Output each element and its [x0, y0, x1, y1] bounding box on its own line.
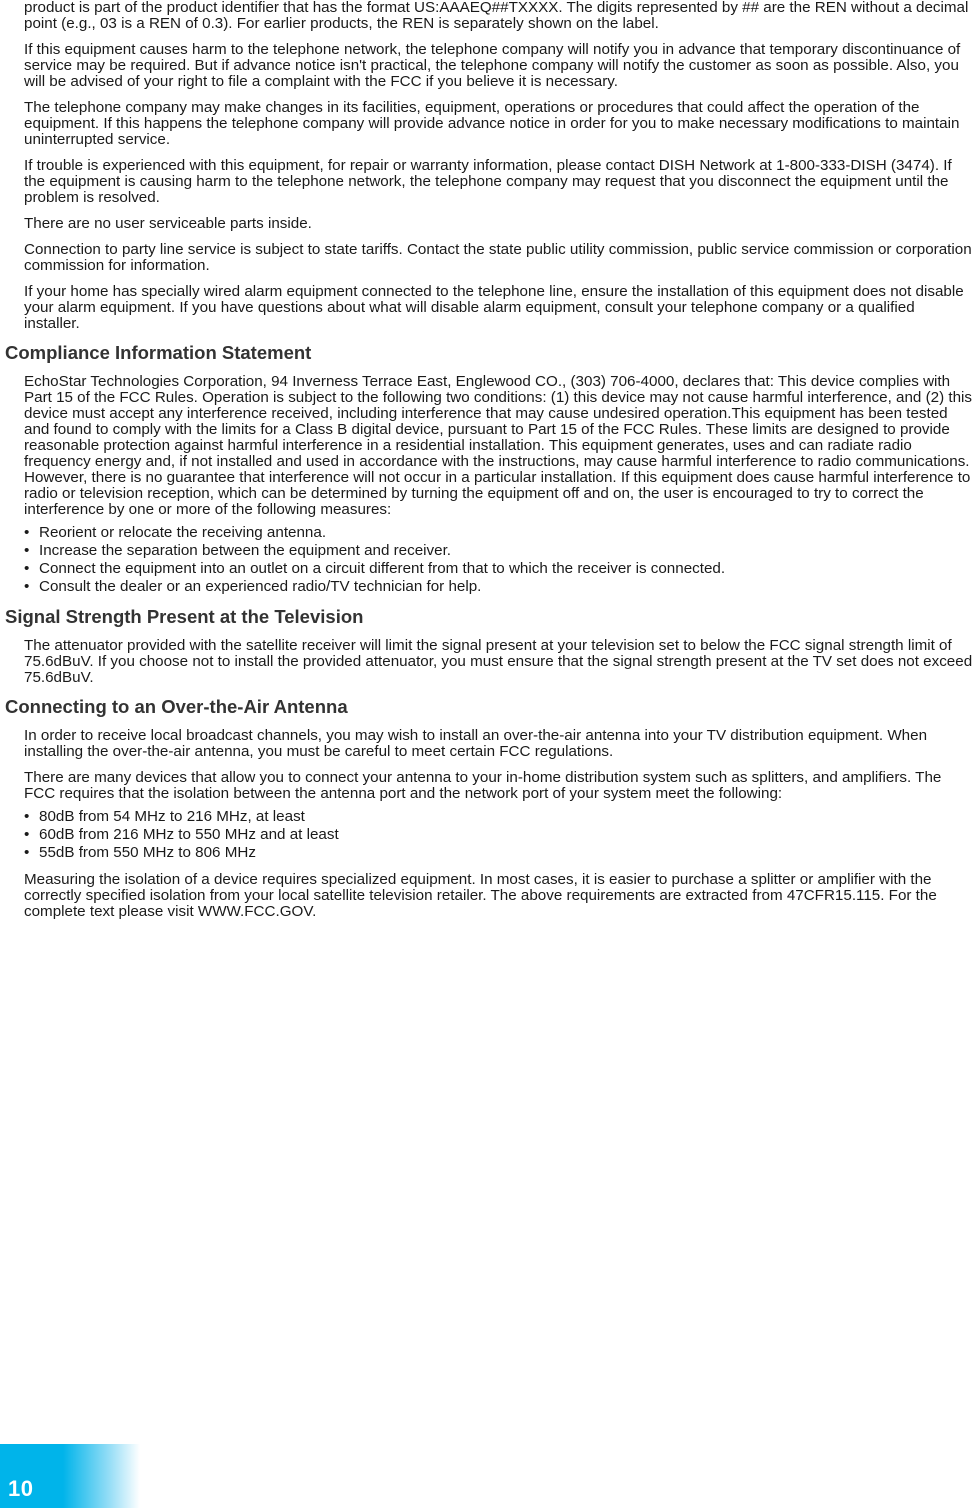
- page-number: 10: [8, 1476, 34, 1501]
- list-item: • 55dB from 550 MHz to 806 MHz: [24, 844, 973, 862]
- paragraph-alarm-equipment: If your home has specially wired alarm equipment connected to the telephone line, ensure the installation of this equipment does not disable your alarm equipment. If you have questions about what will disable alarm equipment, consult your telephone company or a qualified installer.: [24, 283, 964, 332]
- paragraph-no-serviceable-parts: There are no user serviceable parts inside.: [24, 215, 312, 232]
- paragraph-antenna-intro: In order to receive local broadcast channels, you may wish to install an over-the-air antenna into your TV distribution equipment. When installing the over-the-air antenna, you must be careful to meet certain FCC regulations.: [24, 727, 928, 760]
- paragraph-compliance-body: EchoStar Technologies Corporation, 94 Inverness Terrace East, Englewood CO., (303) 706-4000, declares that: This device complies with Part 15 of the FCC Rules. Operation is subject to the following two conditions: (1) this device may not cause harmful interference, and (2) this device must accept any interference received, including interference that may cause undesired operation.This equipment has been tested and found to comply with the limits for a Class B digital device, pursuant to Part 15 of the FCC Rules. These limits are designed to provide reasonable protection against harmful interference in a residential installation. This equipment generates, uses and can radiate radio frequency energy and, if not installed and used in accordance with the instructions, may cause harmful interference to radio communications. However, there is no guarantee that interference will not occur in a particular installation. If this equipment does cause harmful interference to radio or television reception, which can be determined by turning the equipment off and on, the user is encouraged to try to correct the interference by one or more of the following measures:: [24, 373, 972, 518]
- paragraph-antenna-devices: There are many devices that allow you to connect your antenna to your in-home distribution system such as splitters, and amplifiers. The FCC requires that the isolation between the antenna port and the network port of your system meet the following:: [24, 769, 942, 802]
- paragraph-trouble-contact: If trouble is experienced with this equipment, for repair or warranty information, please contact DISH Network at 1-800-333-DISH (3474). If the equipment is causing harm to the telephone network, the telephone company may request that you disconnect the equipment until the problem is resolved.: [24, 157, 952, 206]
- list-item: • 80dB from 54 MHz to 216 MHz, at least: [24, 808, 973, 826]
- list-item: • Increase the separation between the equipment and receiver.: [24, 542, 973, 560]
- paragraph-facility-changes: The telephone company may make changes in its facilities, equipment, operations or procedures that could affect the operation of the equipment. If this happens the telephone company will provide advance notice in order for you to make necessary modifications to maintain uninterrupted service.: [24, 99, 960, 148]
- paragraph-signal-body: The attenuator provided with the satellite receiver will limit the signal present at your television set to below the FCC signal strength limit of 75.6dBuV. If you choose not to install the provided attenuator, you must ensure that the signal strength present at the TV set does not exceed 75.6dBuV.: [24, 637, 973, 686]
- paragraph-antenna-measuring: Measuring the isolation of a device requires specialized equipment. In most cases, it is easier to purchase a splitter or amplifier with the correctly specified isolation from your local satellite television retailer. The above requirements are extracted from 47CFR15.115. For the complete text please visit WWW.FCC.GOV.: [24, 871, 937, 920]
- heading-antenna: Connecting to an Over-the-Air Antenna: [5, 696, 348, 717]
- paragraph-ren-format: product is part of the product identifier that has the format US:AAAEQ##TXXXX. The digits represented by ## are the REN without a decimal point (e.g., 03 is a REN of 0.3). For earlier products, the REN is separately shown on the label.: [24, 0, 969, 32]
- list-item: • Connect the equipment into an outlet on a circuit different from that to which the receiver is connected.: [24, 560, 973, 578]
- list-item: • Reorient or relocate the receiving antenna.: [24, 524, 973, 542]
- isolation-requirements-list: [24, 808, 973, 862]
- heading-signal-strength: Signal Strength Present at the Television: [5, 606, 364, 627]
- compliance-measures-list: [24, 524, 973, 596]
- paragraph-harm-notice: If this equipment causes harm to the telephone network, the telephone company will notify you in advance that temporary discontinuance of service may be required. But if advance notice isn't practical, the telephone company will notify the customer as soon as possible. Also, you will be advised of your right to file a complaint with the FCC if you believe it is necessary.: [24, 41, 961, 90]
- list-item: • 60dB from 216 MHz to 550 MHz and at least: [24, 826, 973, 844]
- page-number-tab: [0, 1444, 140, 1508]
- heading-compliance: Compliance Information Statement: [5, 342, 312, 363]
- list-item: • Consult the dealer or an experienced radio/TV technician for help.: [24, 578, 973, 596]
- paragraph-party-line: Connection to party line service is subject to state tariffs. Contact the state public utility commission, public service commission or corporation commission for information.: [24, 241, 972, 274]
